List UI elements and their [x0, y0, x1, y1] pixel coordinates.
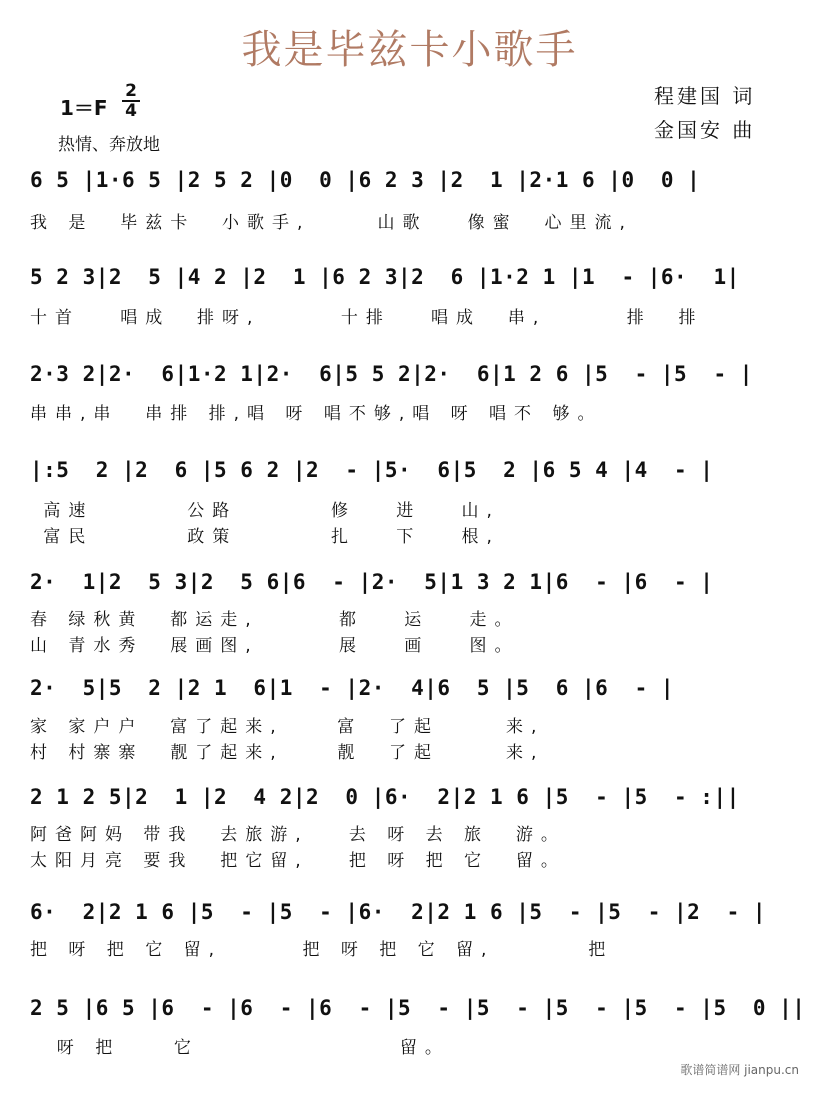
lyric-row-4-verse-1: 高速 公路 修 进 山, — [30, 501, 500, 521]
notation-row-7: 2 1 2 5|2 1 |2 4 2|2 0 |6· 2|2 1 6 |5 - |5 - :|| — [30, 785, 740, 809]
meter-bottom: 4 — [125, 101, 137, 121]
lyric-row-3-verse-1: 串串,串 串排 排,唱 呀 唱不够,唱 呀 唱不 够。 — [30, 404, 603, 424]
lyric-row-6-verse-1: 家 家户户 富了起来, 富 了起 来, — [30, 717, 545, 737]
lyric-row-2-verse-1: 十首 唱成 排呀, 十排 唱成 串, 排 排 — [30, 308, 704, 328]
notation-row-5: 2· 1|2 5 3|2 5 6|6 - |2· 5|1 3 2 1|6 - |6 - | — [30, 570, 714, 594]
time-signature — [122, 82, 140, 120]
meter-top: 2 — [122, 82, 140, 102]
notation-row-3: 2·3 2|2· 6|1·2 1|2· 6|5 5 2|2· 6|1 2 6 |5 - |5 - | — [30, 362, 753, 386]
lyric-row-5-verse-1: 春 绿秋黄 都运走, 都 运 走。 — [30, 610, 520, 630]
lyric-row-8-verse-1: 把 呀 把 它 留, 把 呀 把 它 留, 把 — [30, 940, 614, 960]
lyric-row-7-verse-2: 太阳月亮 要我 把它留, 把 呀 把 它 留。 — [30, 851, 566, 871]
notation-row-1: 6 5 |1·6 5 |2 5 2 |0 0 |6 2 3 |2 1 |2·1 6 |0 0 | — [30, 168, 701, 192]
lyric-row-1-verse-1: 我 是 毕兹卡 小歌手, 山歌 像蜜 心里流, — [30, 213, 633, 233]
lyric-row-7-verse-1: 阿爸阿妈 带我 去旅游, 去 呀 去 旅 游。 — [30, 825, 566, 845]
notation-row-9: 2 5 |6 5 |6 - |6 - |6 - |5 - |5 - |5 - |5 - |5 0 || — [30, 996, 806, 1020]
tempo-marking: 热情、奔放地 — [58, 135, 160, 155]
notation-row-2: 5 2 3|2 5 |4 2 |2 1 |6 2 3|2 6 |1·2 1 |1 - |6· 1| — [30, 265, 740, 289]
lyricist-credit: 程建国 词 — [654, 84, 756, 108]
key-signature: 1＝F — [60, 96, 108, 120]
lyric-row-6-verse-2: 村 村寨寨 靓了起来, 靓 了起 来, — [30, 743, 545, 763]
site-watermark: 歌谱简谱网 jianpu.cn — [680, 1063, 799, 1077]
notation-row-4: |:5 2 |2 6 |5 6 2 |2 - |5· 6|5 2 |6 5 4 |4 - | — [30, 458, 714, 482]
song-title: 我是毕兹卡小歌手 — [241, 27, 578, 73]
lyric-row-9-verse-1: 呀 把 它 留。 — [30, 1038, 450, 1058]
composer-credit: 金国安 曲 — [654, 118, 756, 142]
notation-row-8: 6· 2|2 1 6 |5 - |5 - |6· 2|2 1 6 |5 - |5 - |2 - | — [30, 900, 767, 924]
lyric-row-5-verse-2: 山 青水秀 展画图, 展 画 图。 — [30, 636, 520, 656]
lyric-row-4-verse-2: 富民 政策 扎 下 根, — [30, 527, 500, 547]
notation-row-6: 2· 5|5 2 |2 1 6|1 - |2· 4|6 5 |5 6 |6 - | — [30, 676, 675, 700]
